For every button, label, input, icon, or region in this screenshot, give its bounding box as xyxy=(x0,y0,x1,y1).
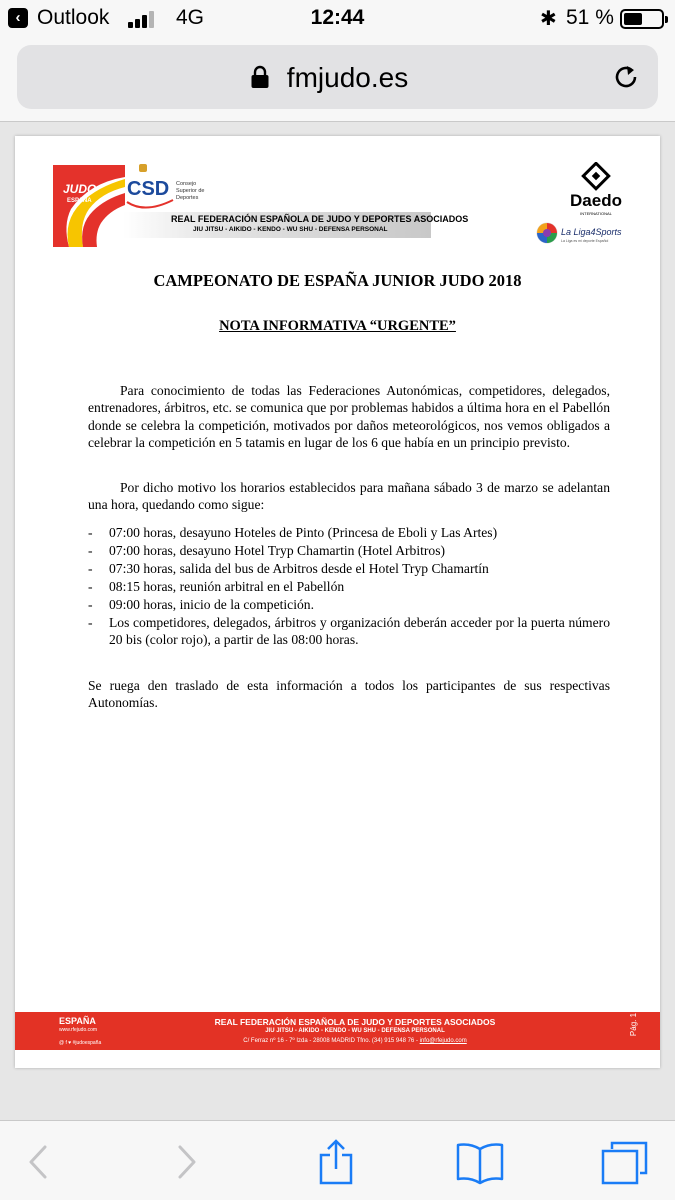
web-content[interactable] xyxy=(0,122,675,1120)
letterhead-band xyxy=(123,212,469,238)
list-item: - Los competidores, delegados, árbitros y organización deberán acceder por la puerta número 20 bis (color rojo), a partir de las 08:00 horas. xyxy=(88,614,610,648)
clock: 12:44 xyxy=(310,6,365,29)
judo-espana-logo xyxy=(53,165,125,247)
tabs-icon[interactable] xyxy=(600,1139,650,1185)
back-icon[interactable] xyxy=(13,1139,63,1185)
list-item: - 07:30 horas, salida del bus de Arbitros desde el Hotel Tryp Chamartín xyxy=(88,560,489,576)
pdf-page xyxy=(15,136,660,1068)
paragraph-closing: Se ruega den traslado de esta información a todos los participantes de sus respectivas Autonomías. xyxy=(88,678,610,711)
page-number: Pág. 1 xyxy=(629,1012,639,1037)
footer-federation: REAL FEDERACIÓN ESPAÑOLA DE JUDO Y DEPORTES ASOCIADOS xyxy=(214,1017,496,1027)
list-item: - 09:00 horas, inicio de la competición. xyxy=(88,596,314,612)
document-title: CAMPEONATO DE ESPAÑA JUNIOR JUDO 2018 xyxy=(153,271,522,290)
back-app-label[interactable]: Outlook xyxy=(37,6,110,29)
svg-text:INTERNATIONAL: INTERNATIONAL xyxy=(580,211,612,216)
share-icon[interactable] xyxy=(311,1139,361,1185)
bluetooth-icon: ✱ xyxy=(540,8,557,30)
federation-disciplines: JIU JITSU - AIKIDO - KENDO - WU SHU - DEFENSA PERSONAL xyxy=(193,226,388,233)
browser-header xyxy=(0,38,675,122)
document-subtitle: NOTA INFORMATIVA “URGENTE” xyxy=(219,318,456,334)
footer-web: www.rfejudo.com xyxy=(59,1027,98,1033)
address-bar[interactable] xyxy=(17,45,658,109)
footer-email-link[interactable]: info@rfejudo.com xyxy=(419,1038,467,1044)
reload-icon[interactable] xyxy=(611,62,641,92)
paragraph-intro: Para conocimiento de todas las Federaciones Autonómicas, competidores, delegados, entrenadores, árbitros, etc. se comunica que por problemas habidos a última hora en el Pabellón donde se celebra la competición, motivados por daños meteorológicos, nos vemos obligados a celebrar la competición en 5 tatamis en lugar de los 6 que había en un principio previsto. xyxy=(88,383,610,451)
footer-disciplines: JIU JITSU - AIKIDO - KENDO - WU SHU - DEFENSA PERSONAL xyxy=(265,1028,445,1034)
schedule-list xyxy=(88,524,610,649)
status-bar xyxy=(0,0,675,38)
list-item: - 08:15 horas, reunión arbitral en el Pabellón xyxy=(88,578,345,594)
battery-icon xyxy=(620,9,664,29)
svg-text:La Liga4Sports: La Liga4Sports xyxy=(561,227,622,237)
network-type: 4G xyxy=(176,6,205,29)
url-text[interactable]: fmjudo.es xyxy=(286,62,409,93)
forward-icon[interactable] xyxy=(162,1139,212,1185)
footer-social: @ f ♥ #judoespaña xyxy=(59,1040,102,1046)
svg-text:JUDO: JUDO xyxy=(63,182,97,196)
svg-text:Daedo: Daedo xyxy=(570,191,622,210)
list-item: - 07:00 horas, desayuno Hotel Tryp Chamartin (Hotel Arbitros) xyxy=(88,542,446,558)
page-footer xyxy=(15,1012,660,1050)
csd-caption: Consejo Superior de Deportes xyxy=(176,181,205,201)
svg-text:ESPAÑA: ESPAÑA xyxy=(67,198,92,204)
footer-address: C/ Ferraz nº 16 - 7º Izda - 28008 MADRID Tfno. (34) 915 948 76 - info@rfejudo.com xyxy=(243,1038,467,1044)
svg-text:CSD: CSD xyxy=(127,178,170,200)
footer-logo: ESPAÑA xyxy=(59,1016,96,1026)
list-item: - 07:00 horas, desayuno Hoteles de Pinto (Princesa de Eboli y Las Artes) xyxy=(88,525,498,540)
paragraph-schedule-intro: Por dicho motivo los horarios establecidos para mañana sábado 3 de marzo se adelantan una hora, quedando como sigue: xyxy=(88,480,610,513)
bookmarks-icon[interactable] xyxy=(455,1139,505,1185)
federation-name: REAL FEDERACIÓN ESPAÑOLA DE JUDO Y DEPORTES ASOCIADOS xyxy=(171,214,469,224)
svg-text:La Liga es mi deporte Español: La Liga es mi deporte Español xyxy=(561,239,609,243)
browser-toolbar xyxy=(0,1120,675,1200)
daedo-logo xyxy=(561,162,631,218)
back-to-app-icon[interactable]: ‹ xyxy=(8,8,28,28)
laliga4sports-logo xyxy=(535,220,630,250)
battery-percent: 51 % xyxy=(566,6,614,29)
